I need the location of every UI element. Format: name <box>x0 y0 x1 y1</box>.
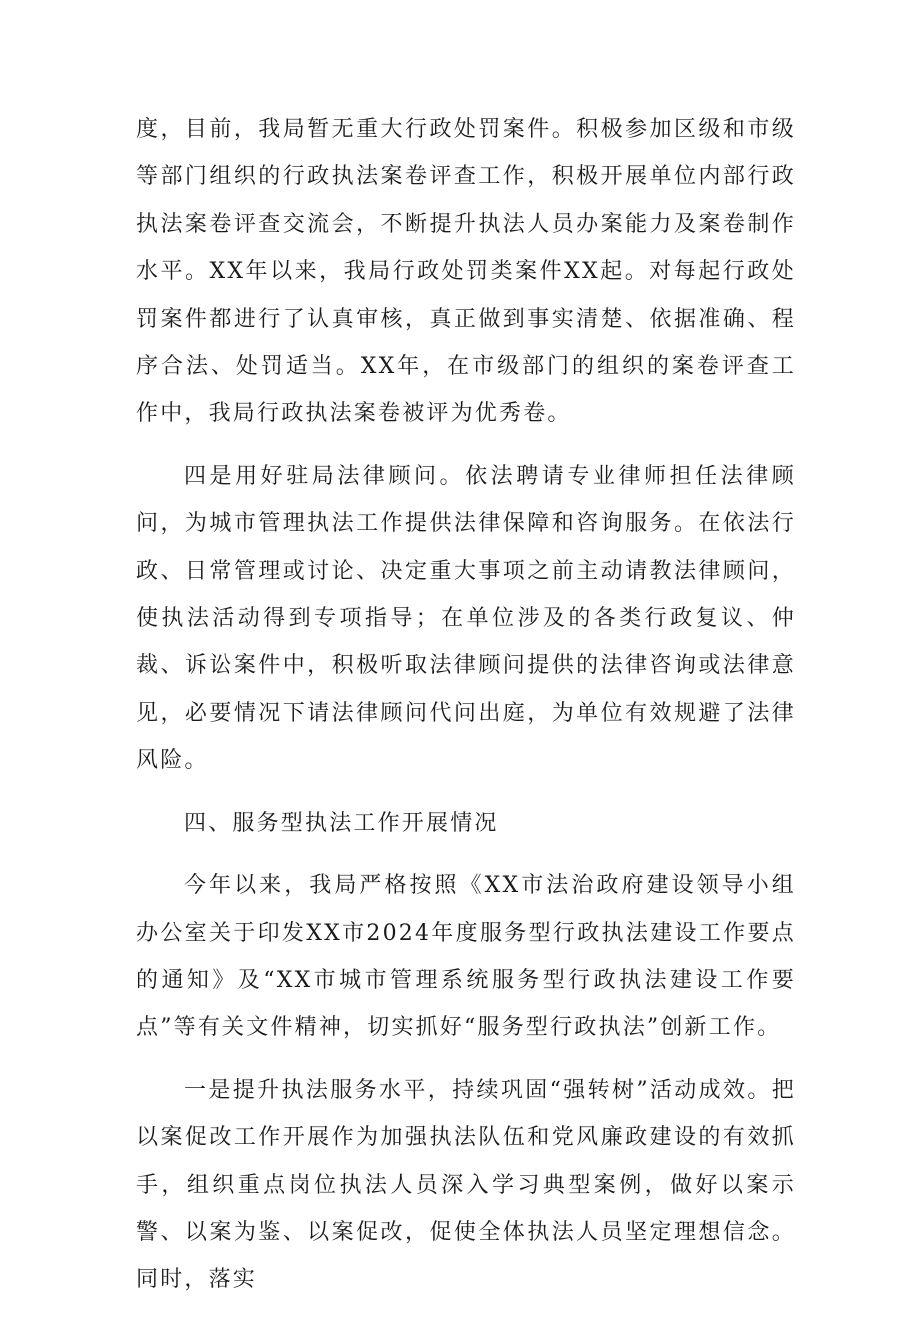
paragraph-legal-advisor: 四是用好驻局法律顾问。依法聘请专业律师担任法律顾问，为城市管理执法工作提供法律保障和咨询服务。在依法行政、日常管理或讨论、决定重大事项之前主动请教法律顾问，使执法活动得到专项指导；在单位涉及的各类行政复议、仲裁、诉讼案件中，积极听取法律顾问提供的法律咨询或法律意见，必要情况下请法律顾问代问出庭，为单位有效规避了法律风险。 <box>136 463 796 774</box>
paragraph-service-enforcement: 今年以来，我局严格按照《XX市法治政府建设领导小组办公室关于印发XX市2024年度服务型行政执法建设工作要点的通知》及“XX市城市管理系统服务型行政执法建设工作要点”等有关文件精神，切实抓好“服务型行政执法”创新工作。 <box>136 873 796 1041</box>
section-heading: 四、服务型执法工作开展情况 <box>184 810 499 836</box>
paragraph-service-level: 一是提升执法服务水平，持续巩固“强转树”活动成效。把以案促改工作开展作为加强执法队伍和党风廉政建设的有效抓手，组织重点岗位执法人员深入学习典型案例，做好以案示警、以案为鉴、以案促改，促使全体执法人员坚定理想信念。同时，落实 <box>136 1077 796 1293</box>
document-body <box>136 106 796 1319</box>
paragraph-continuation: 度，目前，我局暂无重大行政处罚案件。积极参加区级和市级等部门组织的行政执法案卷评查工作，积极开展单位内部行政执法案卷评查交流会，不断提升执法人员办案能力及案卷制作水平。XX年以来，我局行政处罚类案件XX起。对每起行政处罚案件都进行了认真审核，真正做到事实清楚、依据准确、程序合法、处罚适当。XX年，在市级部门的组织的案卷评查工作中，我局行政执法案卷被评为优秀卷。 <box>136 117 796 427</box>
